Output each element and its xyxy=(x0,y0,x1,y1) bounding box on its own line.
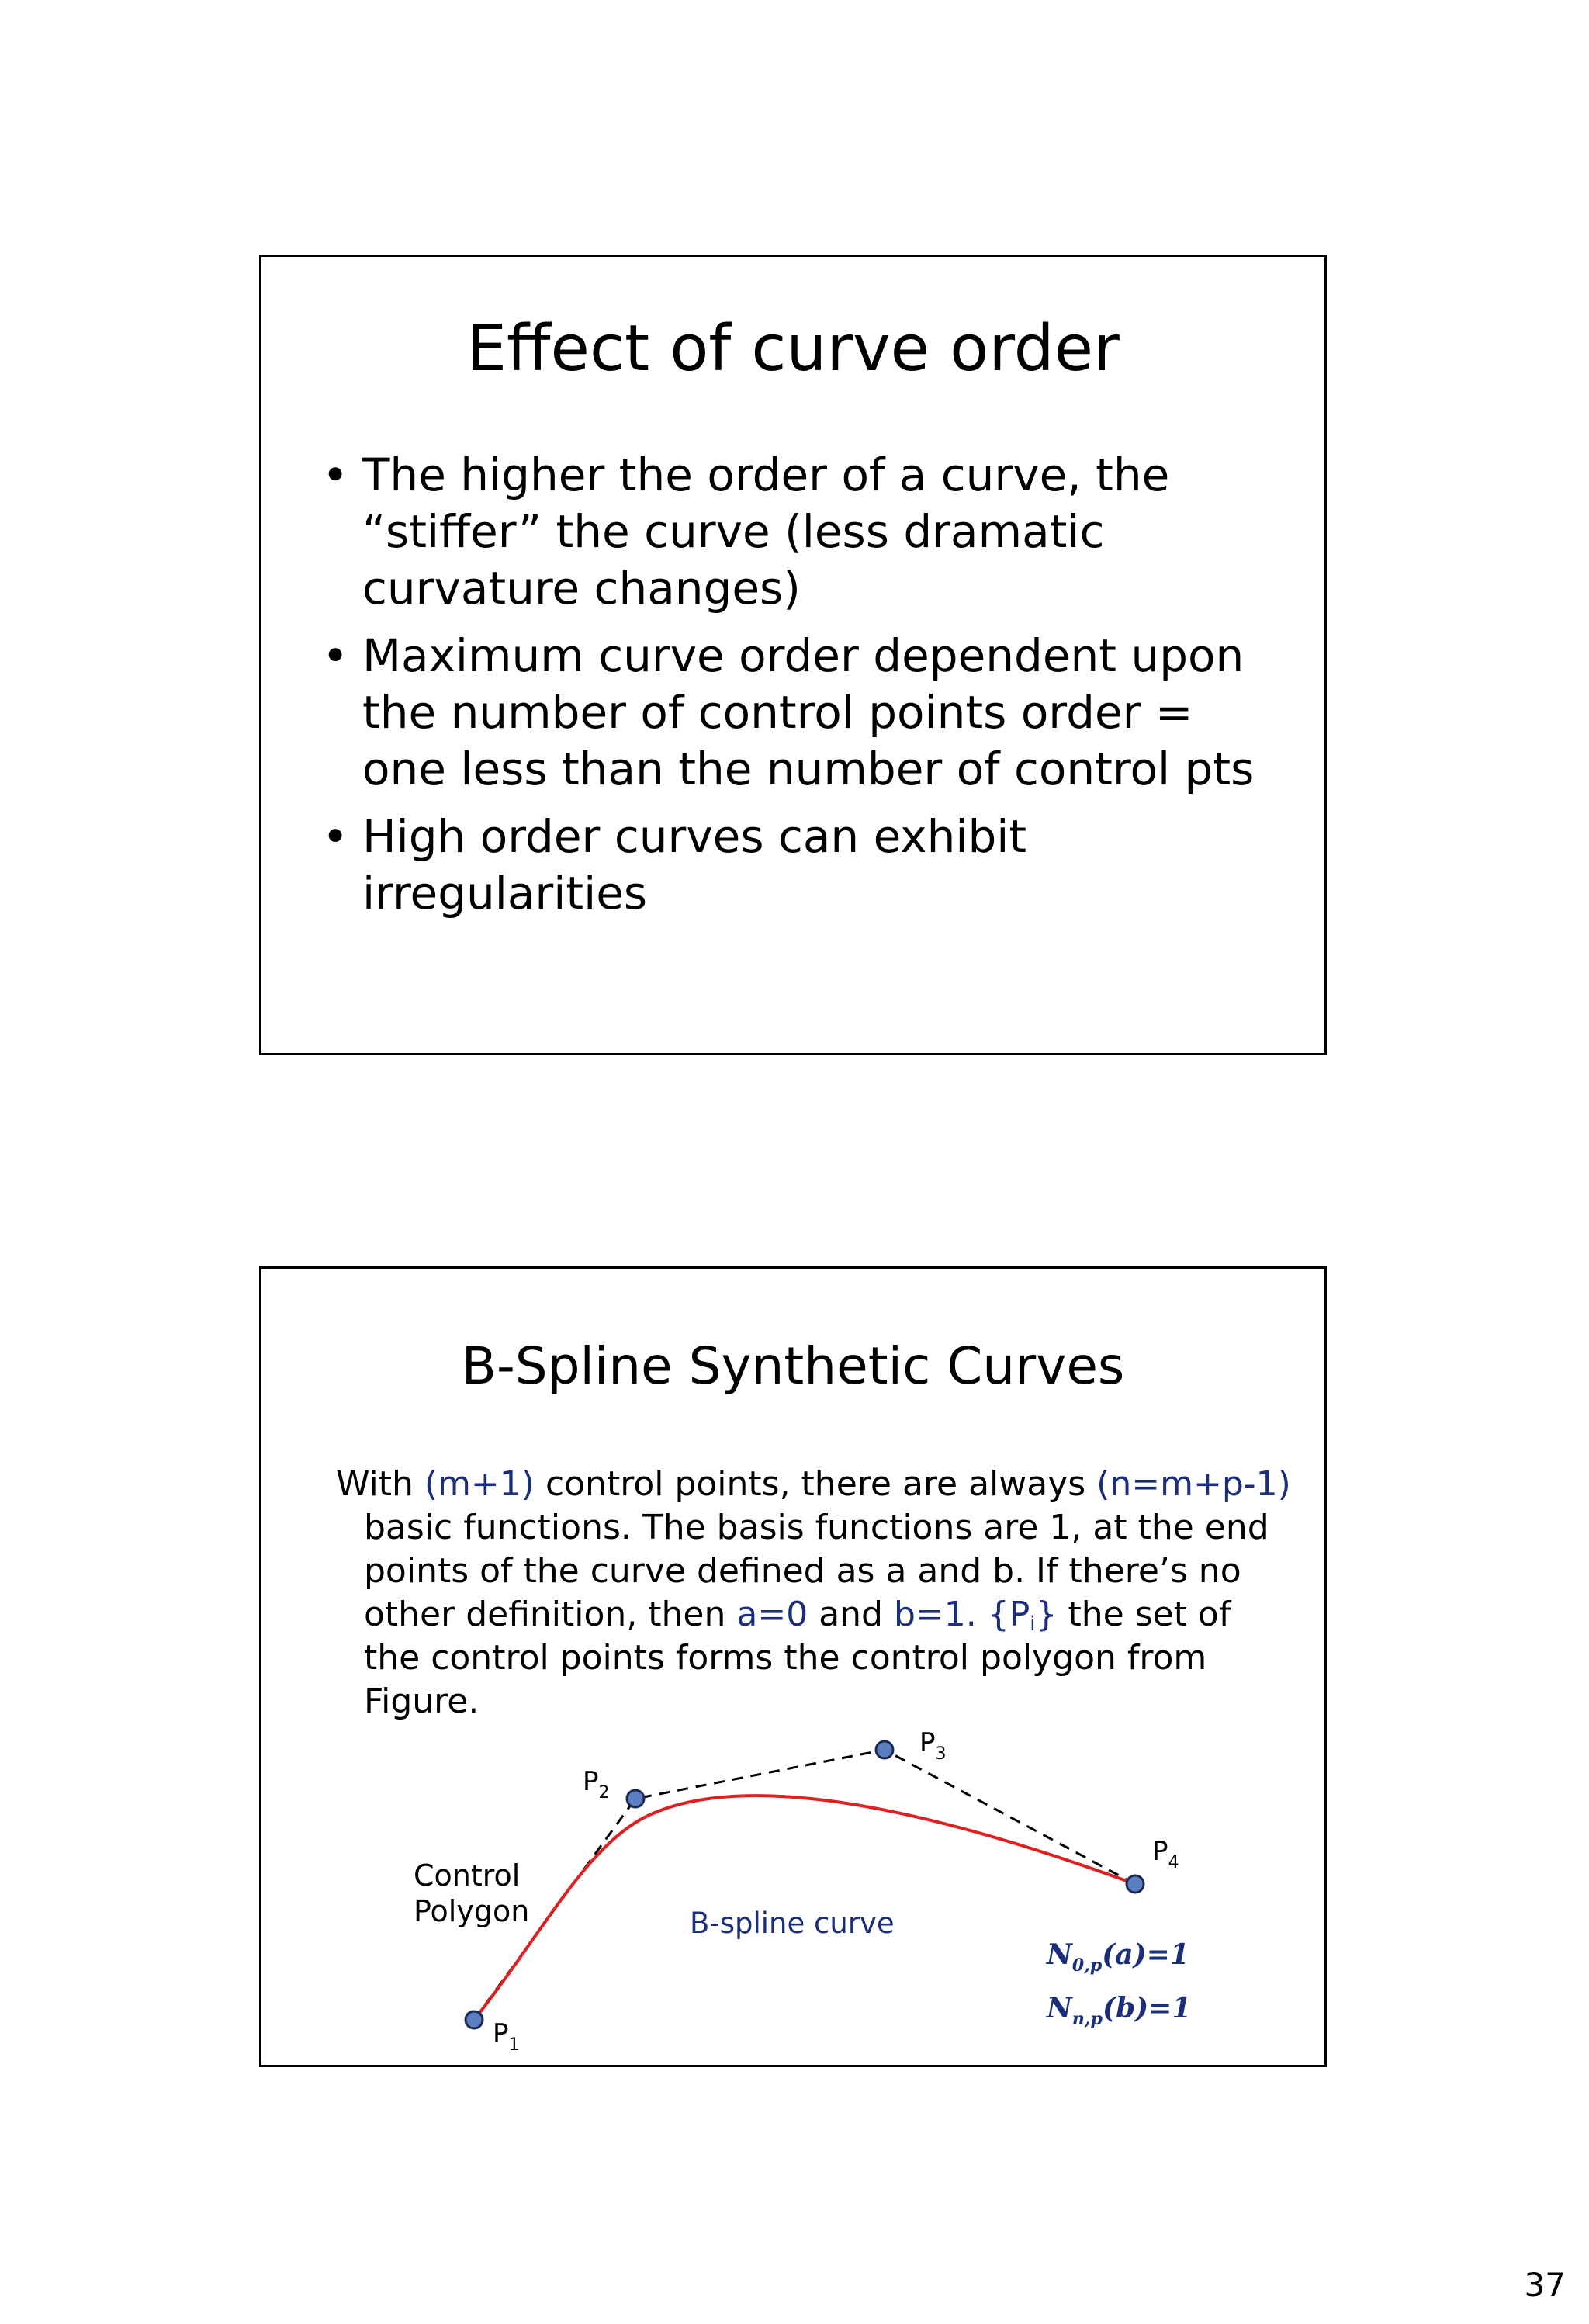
control-point-p3 xyxy=(876,1741,893,1758)
b-spline-figure xyxy=(261,1269,1324,2065)
para-highlight: {P xyxy=(987,1595,1030,1634)
para-highlight: (n=m+p-1) xyxy=(1096,1464,1291,1504)
para-highlight: } xyxy=(1035,1595,1058,1634)
bullet-item xyxy=(308,628,1270,798)
bullet-text: High order curves can exhibit irregularities xyxy=(362,810,1027,920)
bullet-dot-icon: • xyxy=(322,810,349,863)
slide-b-spline-synthetic-curves xyxy=(259,1266,1327,2067)
control-point-p1 xyxy=(466,2011,483,2028)
control-point-p2 xyxy=(627,1790,644,1807)
point-label-p1: $P_1$ xyxy=(493,2018,520,2055)
equation-n0p: $N_{0,p}(a)=1$ xyxy=(1047,1938,1189,1976)
point-label-p3: $P_3$ xyxy=(919,1727,947,1764)
curve-label: B-spline curve xyxy=(690,1907,895,1940)
bullet-dot-icon: • xyxy=(322,449,349,501)
point-label-p4: $P_4$ xyxy=(1152,1836,1179,1872)
para-text: and xyxy=(808,1595,894,1634)
equation-nnp: $N_{n,p}(b)=1$ xyxy=(1047,1992,1192,2029)
para-text: basic functions. The basis functions are 1, at the end points of the curve defined as a and b. If there’s no other definition, then xyxy=(364,1508,1269,1634)
para-highlight: (m+1) xyxy=(424,1464,535,1504)
bullet-text: The higher the order of a curve, the “stiffer” the curve (less dramatic curvature changes) xyxy=(362,449,1170,615)
para-subscript: i xyxy=(1030,1612,1036,1636)
para-text: With xyxy=(336,1464,424,1504)
page-number: 37 xyxy=(1524,2266,1566,2304)
bullet-text: Maximum curve order dependent upon the number of control points order = one less than the number of control pts xyxy=(362,629,1255,795)
para-text: control points, there are always xyxy=(534,1464,1097,1504)
para-highlight: a=0 xyxy=(736,1595,808,1634)
para-highlight: b=1. xyxy=(893,1595,977,1634)
slide1-title: Effect of curve order xyxy=(466,312,1120,386)
slide-effect-of-curve-order xyxy=(259,255,1327,1055)
para-text: the set of the control points forms the control polygon from Figure. xyxy=(364,1595,1231,1721)
point-label-p2: $P_2$ xyxy=(583,1766,610,1803)
control-polygon-label: Control xyxy=(414,1858,521,1893)
bullet-item xyxy=(308,809,1270,922)
bullet-item xyxy=(308,447,1270,617)
slide1-bullet-list xyxy=(308,447,1270,933)
control-point-p4 xyxy=(1127,1875,1144,1893)
bullet-dot-icon: • xyxy=(322,629,349,682)
control-polygon-label: Polygon xyxy=(414,1894,530,1928)
slide2-title: B-Spline Synthetic Curves xyxy=(461,1336,1125,1396)
